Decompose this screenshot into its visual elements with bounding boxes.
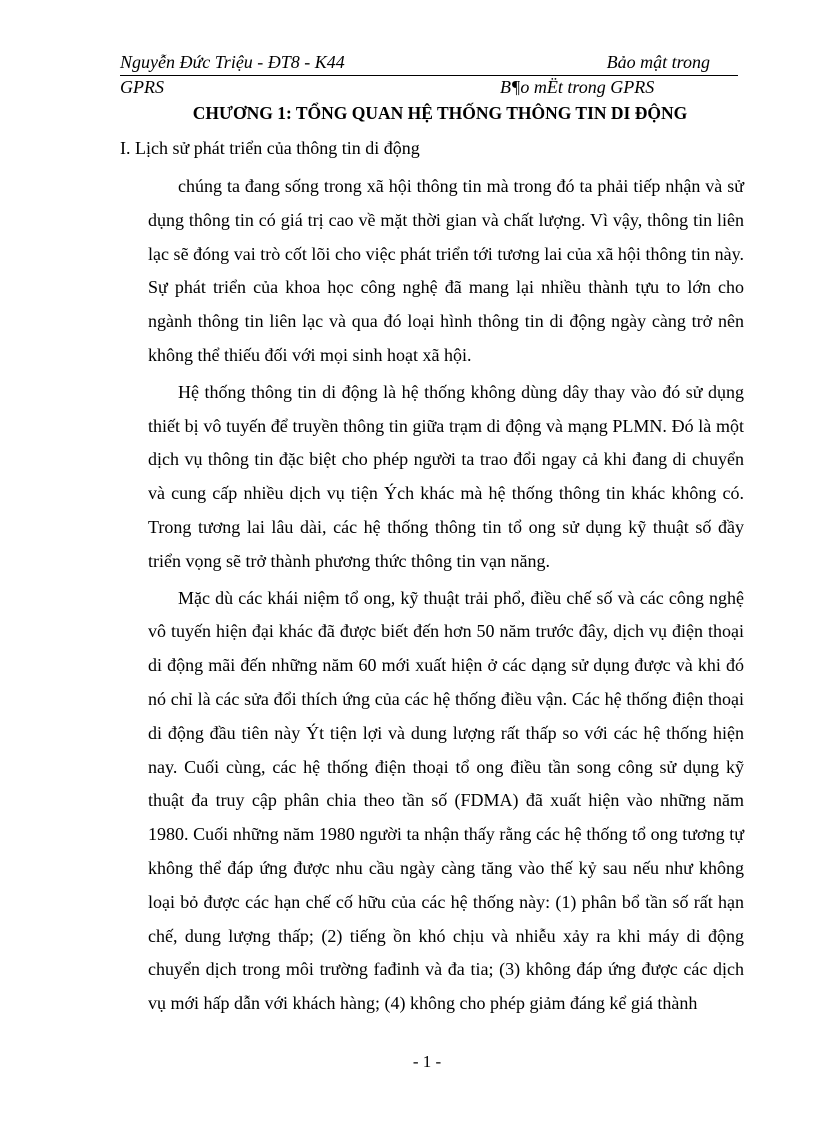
paragraph: Hệ thống thông tin di động là hệ thống không dùng dây thay vào đó sử dụng thiết bị vô tuyến để truyền thông tin giữa trạm di động và mạng PLMN. Đó là một dịch vụ thông tin đặc biệt cho phép người ta trao đổi ngay cả khi đang di chuyển và cung cấp nhiều dịch vụ tiện Ých khác mà hệ thống thông tin khác không có. Trong tương lai lâu dài, các hệ thống thông tin tổ ong sử dụng kỹ thuật số đầy triển vọng sẽ trở thành phương thức thông tin vạn năng.: [148, 381, 744, 571]
paragraph: chúng ta đang sống trong xã hội thông tin mà trong đó ta phải tiếp nhận và sử dụng thông tin có giá trị cao về mặt thời gian và chất lượng. Vì vậy, thông tin liên lạc sẽ đóng vai trò cốt lõi cho việc phát triển tới tương lai của xã hội thông tin này. Sự phát triển của khoa học công nghệ đã mang lại nhiều thành tựu to lớn cho ngành thông tin liên lạc và qua đó loại hình thông tin di động ngày càng trở nên không thể thiếu đối với mọi sinh hoạt xã hội.: [148, 176, 744, 365]
body-text: [148, 170, 744, 1024]
page-header: [120, 52, 710, 102]
paragraph: Mặc dù các khái niệm tổ ong, kỹ thuật trải phổ, điều chế số và các công nghệ vô tuyến hiện đại khác đã được biết đến hơn 50 năm trước đây, dịch vụ điện thoại di động mãi đến những năm 60 mới xuất hiện ở các dạng sử dụng được và khi đó nó chỉ là các sửa đổi thích ứng của các hệ thống điều vận. Các hệ thống điện thoại di động đầu tiên này Ýt tiện lợi và dung lượng rất thấp so với các hệ thống hiện nay. Cuối cùng, các hệ thống điện thoại tổ ong điều tần song công sử dụng kỹ thuật đa truy cập phân chia theo tần số (FDMA) đã xuất hiện vào những năm 1980. Cuối những năm 1980 người ta nhận thấy rằng các hệ thống tổ ong tương tự không thể đáp ứng được nhu cầu ngày càng tăng vào thế kỷ sau nếu như không loại bỏ được các hạn chế cố hữu của các hệ thống này: (1) phân bổ tần số rất hạn chế, dung lượng thấp; (2) tiếng ồn khó chịu và nhiễu xảy ra khi máy di động chuyển dịch trong môi trường fađinh và đa tia; (3) không đáp ứng được các dịch vụ mới hấp dẫn với khách hàng; (4) không cho phép giảm đáng kể giá thành: [148, 587, 744, 1014]
header-title-continuation: GPRS: [120, 77, 164, 97]
page-number: - 1 -: [412, 1052, 442, 1071]
header-rule: [120, 75, 738, 76]
section-title: I. Lịch sử phát triển của thông tin di động: [120, 138, 420, 158]
header-author: Nguyễn Đức Triệu - ĐT8 - K44: [120, 52, 345, 72]
header-garbled-title: B¶o mËt trong GPRS: [500, 77, 655, 97]
chapter-title: CHƯƠNG 1: TỔNG QUAN HỆ THỐNG THÔNG TIN DI ĐỘNG: [192, 103, 688, 123]
header-title: Bảo mật trong: [606, 52, 710, 72]
